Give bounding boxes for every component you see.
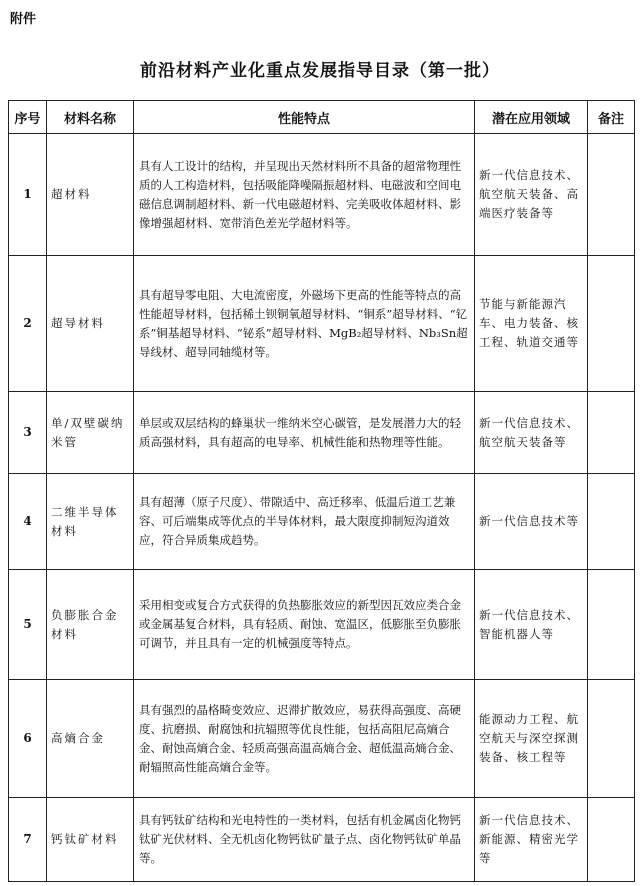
material-features: 具有超导零电阻、大电流密度，外磁场下更高的性能等特点的高性能超导材料，包括稀土钡铜氧超导材料、“铜系”超导材料、“钇系”铜基超导材料、“铋系”超导材料、MgB₂超导材料、Nb₃Sn超导线材、超导同轴缆材等。 [134,256,475,392]
material-remark [588,392,635,474]
attachment-label: 附件 [10,12,37,27]
table-row [9,134,635,256]
material-name: 钙钛矿材料 [47,798,134,882]
material-name: 单/双壁碳纳米管 [47,392,134,474]
material-name: 超导材料 [47,256,134,392]
table-row [9,256,635,392]
table-header-row [9,101,635,134]
document-title: 前沿材料产业化重点发展指导目录（第一批） [140,61,500,81]
material-remark [588,570,635,680]
row-number: 5 [9,570,47,680]
materials-table [8,100,635,882]
material-name: 高熵合金 [47,680,134,798]
row-number: 1 [9,134,47,256]
material-features: 具有钙钛矿结构和光电特性的一类材料，包括有机金属卤化物钙钛矿光伏材料、全无机卤化物钙钛矿量子点、卤化物钙钛矿单晶等。 [134,798,475,882]
material-applications: 新一代信息技术、航空航天装备等 [475,392,588,474]
column-header-no: 序号 [9,101,47,134]
material-applications: 新一代信息技术等 [475,474,588,570]
material-applications: 新一代信息技术、航空航天装备、高端医疗装备等 [475,134,588,256]
column-header-features: 性能特点 [134,101,475,134]
material-features: 单层或双层结构的蜂巢状一维纳米空心碳管，是发展潜力大的轻质高强材料，具有超高的电导率、机械性能和热物理等性能。 [134,392,475,474]
material-features: 具有超薄（原子尺度）、带隙适中、高迁移率、低温后道工艺兼容、可后端集成等优点的半导体材料，最大限度抑制短沟道效应，符合异质集成趋势。 [134,474,475,570]
material-applications: 新一代信息技术、新能源、精密光学等 [475,798,588,882]
column-header-applications: 潜在应用领域 [475,101,588,134]
column-header-remark: 备注 [588,101,635,134]
table-row [9,474,635,570]
material-remark [588,134,635,256]
material-features: 具有人工设计的结构，并呈现出天然材料所不具备的超常物理性质的人工构造材料，包括吸能降噪隔振超材料、电磁波和空间电磁信息调制超材料、新一代电磁超材料、完美吸收体超材料、影像增强超材料、宽带消色差光学超材料等。 [134,134,475,256]
material-remark [588,256,635,392]
row-number: 6 [9,680,47,798]
material-applications: 新一代信息技术、智能机器人等 [475,570,588,680]
material-name: 二维半导体材料 [47,474,134,570]
material-features: 采用相变或复合方式获得的负热膨胀效应的新型因瓦效应类合金或金属基复合材料，具有轻质、耐蚀、宽温区，低膨胀至负膨胀可调节，并且具有一定的机械强度等特点。 [134,570,475,680]
material-features: 具有强烈的晶格畸变效应、迟滞扩散效应，易获得高强度、高硬度、抗磨损、耐腐蚀和抗辐照等优良性能，包括高阻尼高熵合金、耐蚀高熵合金、轻质高强高温高熵合金、超低温高熵合金、耐辐照高性能高熵合金等。 [134,680,475,798]
column-header-name: 材料名称 [47,101,134,134]
material-name: 超材料 [47,134,134,256]
material-remark [588,798,635,882]
row-number: 2 [9,256,47,392]
table-row [9,798,635,882]
material-applications: 节能与新能源汽车、电力装备、核工程、轨道交通等 [475,256,588,392]
table-row [9,570,635,680]
row-number: 7 [9,798,47,882]
material-applications: 能源动力工程、航空航天与深空探测装备、核工程等 [475,680,588,798]
table-row [9,680,635,798]
table-row [9,392,635,474]
material-remark [588,474,635,570]
row-number: 3 [9,392,47,474]
material-remark [588,680,635,798]
row-number: 4 [9,474,47,570]
material-name: 负膨胀合金材料 [47,570,134,680]
